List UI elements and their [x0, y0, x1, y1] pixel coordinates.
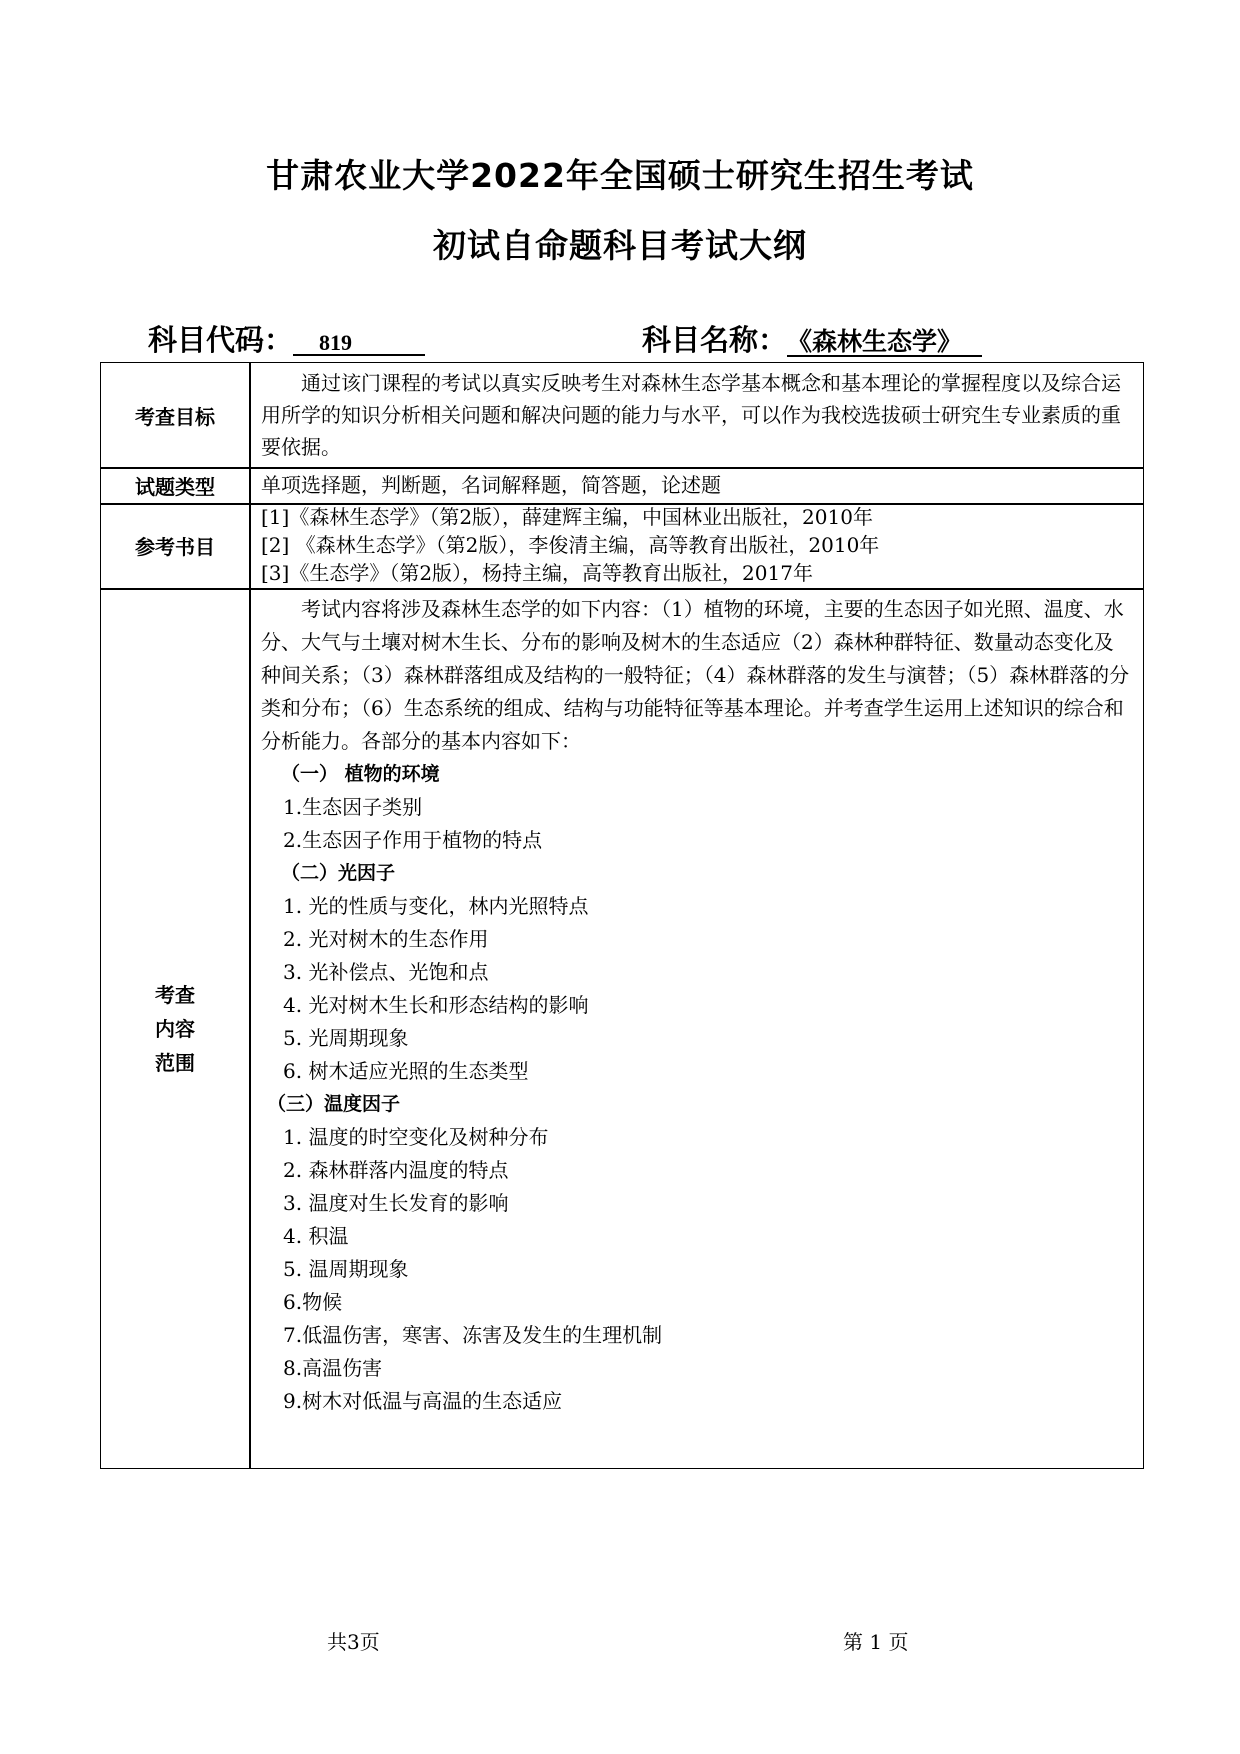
types-label: 试题类型 [135, 474, 215, 499]
subject-code [148, 318, 425, 359]
list-item: 5. 温周期现象 [283, 1257, 409, 1281]
books-list [261, 503, 1131, 587]
list-item: 6. 树木适应光照的生态类型 [283, 1059, 529, 1083]
list-item: 3. 光补偿点、光饱和点 [283, 960, 489, 984]
book-item: [3]《生态学》（第2版），杨持主编，高等教育出版社，2017年 [261, 561, 813, 585]
subject-name [642, 318, 982, 359]
document-title: 甘肃农业大学2022年全国硕士研究生招生考试 [266, 156, 974, 195]
page-number: 第 1 页 [843, 1630, 909, 1654]
subject-name-label: 科目名称： [642, 323, 788, 357]
list-item: 4. 光对树木生长和形态结构的影响 [283, 993, 589, 1017]
list-item: 4. 积温 [283, 1224, 349, 1248]
scope-label [101, 588, 249, 1470]
book-item: [1]《森林生态学》（第2版），薛建辉主编，中国林业出版社，2010年 [261, 505, 873, 529]
list-item: 2. 光对树木的生态作用 [283, 927, 489, 951]
goal-text: 通过该门课程的考试以真实反映考生对森林生态学基本概念和基本理论的掌握程度以及综合运用所学的知识分析相关问题和解决问题的能力与水平，可以作为我校选拔硕士研究生专业素质的重要依据。 [261, 371, 1121, 459]
section-heading: （二）光因子 [281, 862, 396, 884]
list-item: 2. 森林群落内温度的特点 [283, 1158, 509, 1182]
list-item: 5. 光周期现象 [283, 1026, 409, 1050]
scope-label-line: 内容 [155, 1017, 195, 1041]
subject-name-value: 《森林生态学》 [787, 329, 982, 357]
subject-code-value: 819 [293, 331, 425, 356]
section-heading: （一） 植物的环境 [281, 763, 440, 785]
section-heading: （三）温度因子 [267, 1093, 401, 1115]
books-label: 参考书目 [135, 535, 215, 559]
book-item: [2] 《森林生态学》（第2版），李俊清主编，高等教育出版社，2010年 [261, 533, 880, 557]
list-item: 3. 温度对生长发育的影响 [283, 1191, 509, 1215]
scope-label-line: 范围 [155, 1051, 195, 1075]
list-item: 2.生态因子作用于植物的特点 [283, 828, 543, 852]
list-item: 1. 光的性质与变化，林内光照特点 [283, 894, 589, 918]
list-item: 8.高温伤害 [283, 1356, 383, 1380]
list-item: 9.树木对低温与高温的生态适应 [283, 1389, 563, 1413]
scope-content [261, 593, 1131, 1418]
document-subtitle: 初试自命题科目考试大纲 [433, 226, 807, 265]
list-item: 1. 温度的时空变化及树种分布 [283, 1125, 549, 1149]
row-divider [101, 588, 1143, 590]
column-divider [249, 363, 251, 1468]
scope-label-line: 考查 [155, 983, 195, 1007]
list-item: 1.生态因子类别 [283, 795, 423, 819]
types-text: 单项选择题，判断题，名词解释题，简答题，论述题 [261, 473, 721, 497]
scope-intro: 考试内容将涉及森林生态学的如下内容：（1）植物的环境，主要的生态因子如光照、温度、水分、大气与土壤对树木生长、分布的影响及树木的生态适应（2）森林种群特征、数量动态变化及种间关系；（3）森林群落组成及结构的一般特征；（4）森林群落的发生与演替；（5）森林群落的分类和分布；（6）生态系统的组成、结构与功能特征等基本理论。并考查学生运用上述知识的综合和分析能力。各部分的基本内容如下： [261, 597, 1130, 753]
list-item: 6.物候 [283, 1290, 343, 1314]
syllabus-table [100, 362, 1144, 1469]
subject-code-label: 科目代码： [148, 323, 294, 357]
list-item: 7.低温伤害，寒害、冻害及发生的生理机制 [283, 1323, 663, 1347]
goal-label: 考查目标 [135, 404, 215, 429]
page-total: 共3页 [327, 1630, 380, 1654]
